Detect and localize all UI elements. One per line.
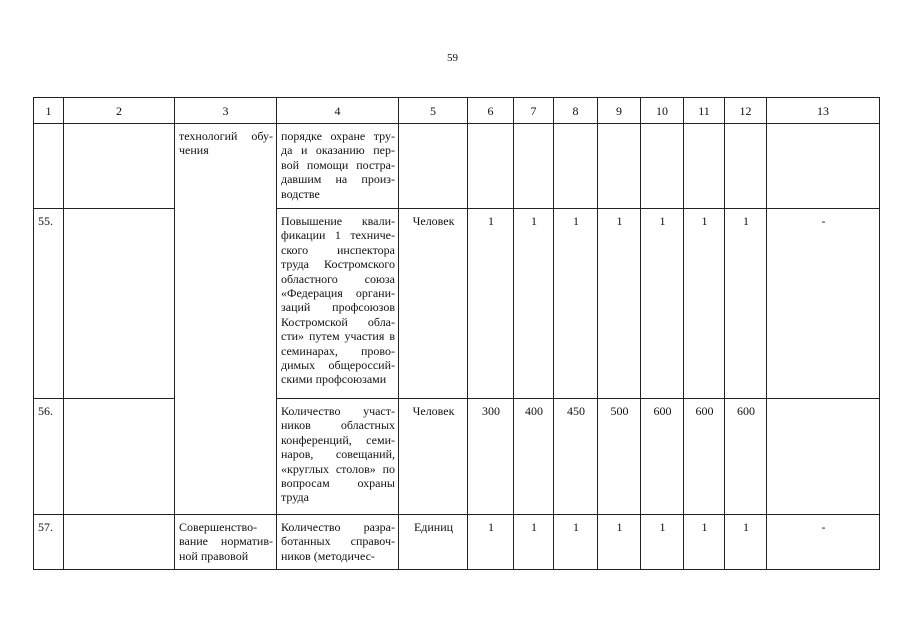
cell <box>64 399 175 515</box>
cell <box>598 124 641 209</box>
page-number: 59 <box>447 52 458 64</box>
value-cell: 500 <box>598 399 641 515</box>
cell <box>684 124 725 209</box>
row-number-cell: 56. <box>34 399 64 515</box>
value-cell: 1 <box>641 515 684 570</box>
note-cell: - <box>767 209 880 399</box>
value-cell: 1 <box>725 209 767 399</box>
program-table <box>33 97 880 570</box>
header-cell: 7 <box>514 98 554 124</box>
cell <box>767 124 880 209</box>
header-cell: 6 <box>468 98 514 124</box>
table-row <box>34 209 880 399</box>
description-cell: Повышение квали-фикации 1 техниче-ского инспектора труда Костромского областного союза «Федерация органи-заций профсоюзов Костромской обла-сти» путем участия в семинарах, прово-димых общероссий-скими профсоюзами <box>277 209 399 399</box>
table-row <box>34 399 880 515</box>
value-cell: 1 <box>514 515 554 570</box>
value-cell: 1 <box>554 515 598 570</box>
value-cell: 1 <box>684 515 725 570</box>
header-cell: 13 <box>767 98 880 124</box>
header-cell: 4 <box>277 98 399 124</box>
table-header-row <box>34 98 880 124</box>
unit-cell: Человек <box>399 209 468 399</box>
header-cell: 10 <box>641 98 684 124</box>
note-cell <box>767 399 880 515</box>
value-cell: 1 <box>468 515 514 570</box>
table-row <box>34 124 880 209</box>
note-cell: - <box>767 515 880 570</box>
row-number-cell <box>34 124 64 209</box>
cell <box>554 124 598 209</box>
header-cell: 1 <box>34 98 64 124</box>
description-cell: Количество участ-ников областных конференций, семи-наров, совещаний, «круглых столов» по вопросам охраны труда <box>277 399 399 515</box>
value-cell: 1 <box>641 209 684 399</box>
value-cell: 1 <box>598 209 641 399</box>
cell <box>514 124 554 209</box>
value-cell: 1 <box>725 515 767 570</box>
unit-cell: Человек <box>399 399 468 515</box>
value-cell: 600 <box>641 399 684 515</box>
header-cell: 2 <box>64 98 175 124</box>
row-number-cell: 55. <box>34 209 64 399</box>
value-cell: 400 <box>514 399 554 515</box>
value-cell: 600 <box>684 399 725 515</box>
task-cell: Совершенство-вание норматив-ной правовой <box>175 515 277 570</box>
value-cell: 300 <box>468 399 514 515</box>
cell <box>399 124 468 209</box>
header-cell: 9 <box>598 98 641 124</box>
table-row <box>34 515 880 570</box>
header-cell: 11 <box>684 98 725 124</box>
description-cell: Количество разра-ботанных справоч-ников (методичес- <box>277 515 399 570</box>
value-cell: 1 <box>554 209 598 399</box>
cell <box>641 124 684 209</box>
cell <box>64 209 175 399</box>
header-cell: 12 <box>725 98 767 124</box>
row-number-cell: 57. <box>34 515 64 570</box>
header-cell: 8 <box>554 98 598 124</box>
value-cell: 1 <box>514 209 554 399</box>
header-cell: 5 <box>399 98 468 124</box>
cell <box>468 124 514 209</box>
cell <box>64 515 175 570</box>
value-cell: 450 <box>554 399 598 515</box>
unit-cell: Единиц <box>399 515 468 570</box>
cell <box>64 124 175 209</box>
header-cell: 3 <box>175 98 277 124</box>
cell <box>725 124 767 209</box>
value-cell: 1 <box>468 209 514 399</box>
value-cell: 1 <box>684 209 725 399</box>
value-cell: 1 <box>598 515 641 570</box>
value-cell: 600 <box>725 399 767 515</box>
description-cell: порядке охране тру-да и оказанию пер-вой помощи постра-давшим на произ-водстве <box>277 124 399 209</box>
task-cell: технологий обу-чения <box>175 124 277 515</box>
